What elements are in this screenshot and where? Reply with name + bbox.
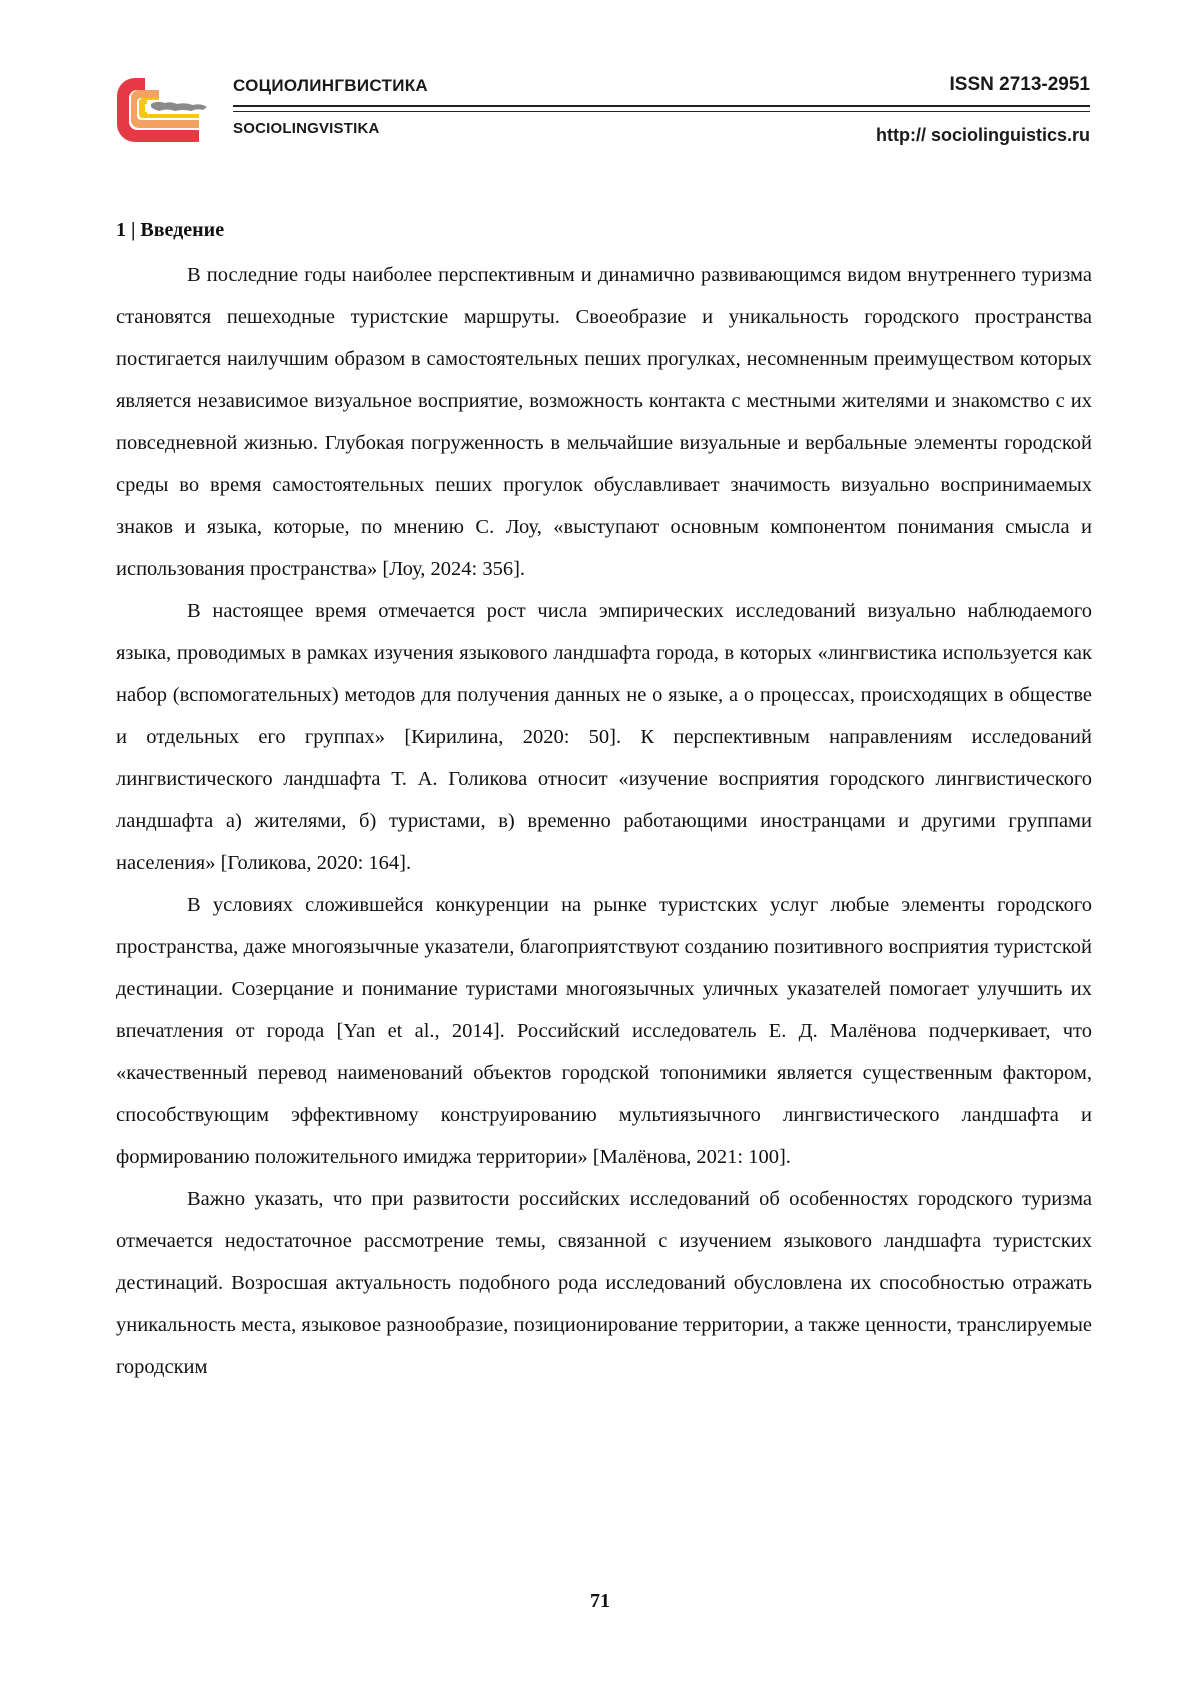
header-rule (233, 105, 1090, 107)
section-title: 1 | Введение (116, 219, 225, 241)
paragraph-2: В настоящее время отмечается рост числа эмпирических исследований визуально наблюдаемого языка, проводимых в рамках изучения языкового ландшафта города, в которых «лингвистика используется как набор (вспомогательных) методов для получения данных не о языке, а о процессах, происходящих в обществе и отдельных его группах» [Кирилина, 2020: 50]. К перспективным направлениям исследований лингвистического ландшафта Т. А. Голикова относит «изучение восприятия городского лингвистического ландшафта а) жителями, б) туристами, в) временно работающими иностранцами и другими группами населения» [Голикова, 2020: 164]. (116, 600, 1092, 874)
journal-logo-icon (113, 74, 213, 146)
journal-title-en: SOCIOLINGVISTIKA (233, 120, 380, 137)
article-body (116, 218, 1092, 1388)
paragraph-4: Важно указать, что при развитости российских исследований об особенностях городского туризма отмечается недостаточное рассмотрение темы, связанной с изучением языкового ландшафта туристских дестинаций. Возросшая актуальность подобного рода исследований обусловлена их способностью отражать уникальность места, языковое разнообразие, позиционирование территории, а также ценности, транслируемые городским (116, 1188, 1092, 1378)
journal-title-ru: СОЦИОЛИНГВИСТИКА (233, 76, 428, 95)
paragraph-1: В последние годы наиболее перспективным и динамично развивающимся видом внутреннего туризма становятся пешеходные туристские маршруты. Своеобразие и уникальность городского пространства постигается наилучшим образом в самостоятельных пеших прогулках, несомненным преимуществом которых является независимое визуальное восприятие, возможность контакта с местными жителями и знакомство с их повседневной жизнью. Глубокая погруженность в мельчайшие визуальные и вербальные элементы городской среды во время самостоятельных пеших прогулок обуславливает значимость визуально воспринимаемых знаков и языка, которые, по мнению С. Лоу, «выступают основным компонентом понимания смысла и использования пространства» [Лоу, 2024: 356]. (116, 264, 1092, 580)
issn-number: ISSN 2713-2951 (949, 74, 1090, 95)
page-number: 71 (590, 1590, 610, 1612)
paragraph-3: В условиях сложившейся конкуренции на рынке туристских услуг любые элементы городского пространства, даже многоязычные указатели, благоприятствуют созданию позитивного восприятия туристской дестинации. Созерцание и понимание туристами многоязычных уличных указателей помогает улучшить их впечатления от города [Yan et al., 2014]. Российский исследователь Е. Д. Малёнова подчеркивает, что «качественный перевод наименований объектов городской топонимики является существенным фактором, способствующим эффективному конструированию мультиязычного лингвистического ландшафта и формированию положительного имиджа территории» [Малёнова, 2021: 100]. (116, 894, 1092, 1168)
header-rule-thin (233, 111, 1090, 112)
journal-header (0, 0, 1200, 160)
journal-url-link[interactable]: http:// sociolinguistics.ru (875, 125, 1090, 145)
